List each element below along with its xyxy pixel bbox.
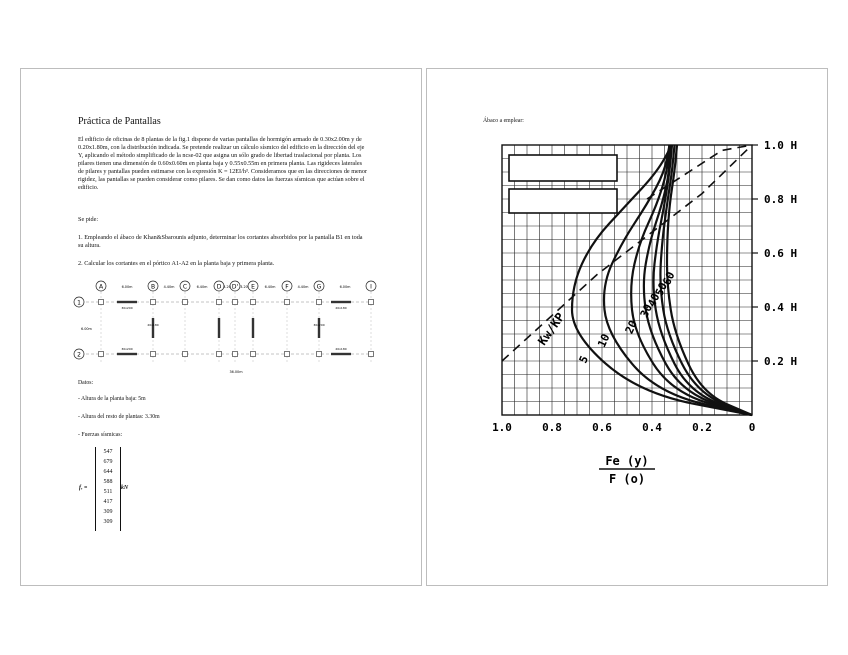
column (251, 352, 256, 357)
column (233, 352, 238, 357)
force-value: 644 (103, 469, 113, 475)
wall-horizontal (331, 301, 351, 303)
column (183, 300, 188, 305)
curve-label: 5 (576, 353, 592, 366)
forces-symbol: fₑ = (79, 485, 88, 491)
wall-label: 30x200 (121, 347, 133, 351)
x-tick-label: 0.2 (692, 421, 712, 434)
axis-label: E (251, 283, 255, 291)
column (317, 300, 322, 305)
axis-label: B (150, 283, 156, 291)
axis-label: F (285, 283, 289, 291)
curve-label: 10 (595, 331, 613, 350)
y-tick-label: 0.6 H (764, 247, 798, 260)
floor-plan-figure (71, 278, 381, 376)
wall-label: 30x200 (313, 323, 325, 327)
span-dimension: 4.40m (163, 285, 175, 289)
chart-plot (492, 139, 797, 486)
span-dimension: 6.40m (196, 285, 208, 289)
title-box (509, 189, 617, 213)
document-page-left (20, 68, 422, 586)
curve-label: 60 (660, 269, 678, 288)
curve-label: 40 (645, 291, 663, 309)
wall-vertical (152, 318, 154, 338)
force-value: 511 (103, 489, 113, 495)
column (369, 352, 374, 357)
curve-label: 30 (637, 302, 656, 320)
x-tick-label: 0 (748, 421, 756, 434)
axis-label: C (182, 283, 188, 291)
dato-resto-plantas: - Altura del resto de plantas: 3.30m (78, 414, 160, 420)
page-title: Práctica de Pantallas (78, 116, 161, 127)
span-dimension: 3.20 (223, 285, 231, 289)
column (317, 352, 322, 357)
wall-horizontal (117, 301, 137, 303)
document-page-right (426, 68, 828, 586)
force-value: 547 (103, 449, 113, 455)
param-label: Kw/KP (535, 310, 568, 348)
axis-label: A (98, 283, 104, 291)
column (285, 352, 290, 357)
span-dimension: 6.00m (339, 285, 351, 289)
y-tick-label: 0.8 H (764, 193, 798, 206)
x-tick-label: 0.6 (592, 421, 612, 434)
x-tick-label: 1.0 (492, 421, 512, 434)
forces-vector (95, 447, 121, 531)
se-pide-label: Se pide: (78, 216, 99, 223)
x-label-denominator: F (o) (608, 472, 646, 486)
force-value: 309 (103, 519, 113, 525)
wall-label: 20x180 (335, 347, 347, 351)
force-value: 588 (103, 479, 113, 485)
axis-label: D (216, 283, 222, 291)
span-dimension: 6.40m (264, 285, 276, 289)
axis-label: G (316, 283, 322, 291)
column (183, 352, 188, 357)
x-label-numerator: Fe (y) (605, 454, 649, 468)
wall-vertical (318, 318, 320, 338)
column (369, 300, 374, 305)
question-2: 2. Calcular los cortantes en el pórtico A1-A2 en la planta baja y primera planta. (78, 260, 275, 267)
forces-unit: kN (121, 485, 129, 491)
wall-vertical (218, 318, 220, 338)
column (99, 300, 104, 305)
intro-paragraph: El edificio de oficinas de 8 plantas de la fig.1 dispone de varias pantallas de hormigón armado de 0.30x2.00m y de 0.20x1.80m, con la distribución indicada. Se pretende realizar un cálculo sísmico del edificio en la dirección del eje Y, aplicando el método simplificado de la ncse-02 que asigna un sólo grado de libertad traslacional por planta. Los pilares tienen una dimensión de 0.60x0.60m en planta baja y 0.55x0.55m en primera planta. Las rigideces laterales de pilares y pantallas pueden estimarse con la expresión K = 12EI/h³. Consideramos que en las direcciones de menor rigidez, las pantallas se pueden considerar como pilares. Se dan como datos las fuerzas sísmicas que actúan sobre el edificio. (78, 136, 368, 191)
curve-label: 20 (622, 318, 641, 336)
row-label: 2 (77, 351, 81, 359)
column (217, 352, 222, 357)
wall-label: 20x180 (335, 306, 347, 310)
question-1: 1. Empleando el ábaco de Khan&Sbarounis adjunto, determinar los cortantes absorbidos por la pantalla B1 en toda su altura. (78, 234, 363, 249)
title-box (509, 155, 617, 181)
wall-horizontal (331, 353, 351, 355)
wall-horizontal (117, 353, 137, 355)
column (233, 300, 238, 305)
khan-sbarounis-chart (487, 127, 827, 487)
row-label: 1 (77, 299, 81, 307)
column (285, 300, 290, 305)
y-tick-label: 0.4 H (764, 301, 798, 314)
wall-label: 30x200 (121, 306, 133, 310)
force-value: 417 (103, 499, 113, 505)
axis-label: D' (231, 283, 239, 291)
column (151, 352, 156, 357)
span-dimension: 6.00m (121, 285, 133, 289)
span-dimension: 4.40m (297, 285, 309, 289)
span-dimension: 3.20 (240, 285, 248, 289)
y-tick-label: 1.0 H (764, 139, 798, 152)
curve-label: 50 (652, 280, 671, 299)
depth-dimension: 6.00m (81, 327, 92, 331)
x-tick-label: 0.4 (642, 421, 662, 434)
wall-label: 20x180 (147, 323, 159, 327)
column (99, 352, 104, 357)
axis-label: I (370, 283, 372, 291)
y-tick-label: 0.2 H (764, 355, 798, 368)
total-dimension: 36.00m (229, 370, 243, 374)
force-value: 309 (103, 509, 113, 515)
wall-vertical (252, 318, 254, 338)
dato-fuerzas: - Fuerzas sísmicas: (78, 432, 123, 438)
column (217, 300, 222, 305)
dato-planta-baja: - Altura de la planta baja: 5m (78, 396, 146, 402)
floor-plan-drawing (74, 281, 376, 374)
column (151, 300, 156, 305)
datos-label: Datos: (78, 380, 94, 386)
column (251, 300, 256, 305)
abaco-heading: Ábaco a emplear: (483, 118, 524, 124)
force-value: 679 (103, 459, 113, 465)
x-tick-label: 0.8 (542, 421, 562, 434)
